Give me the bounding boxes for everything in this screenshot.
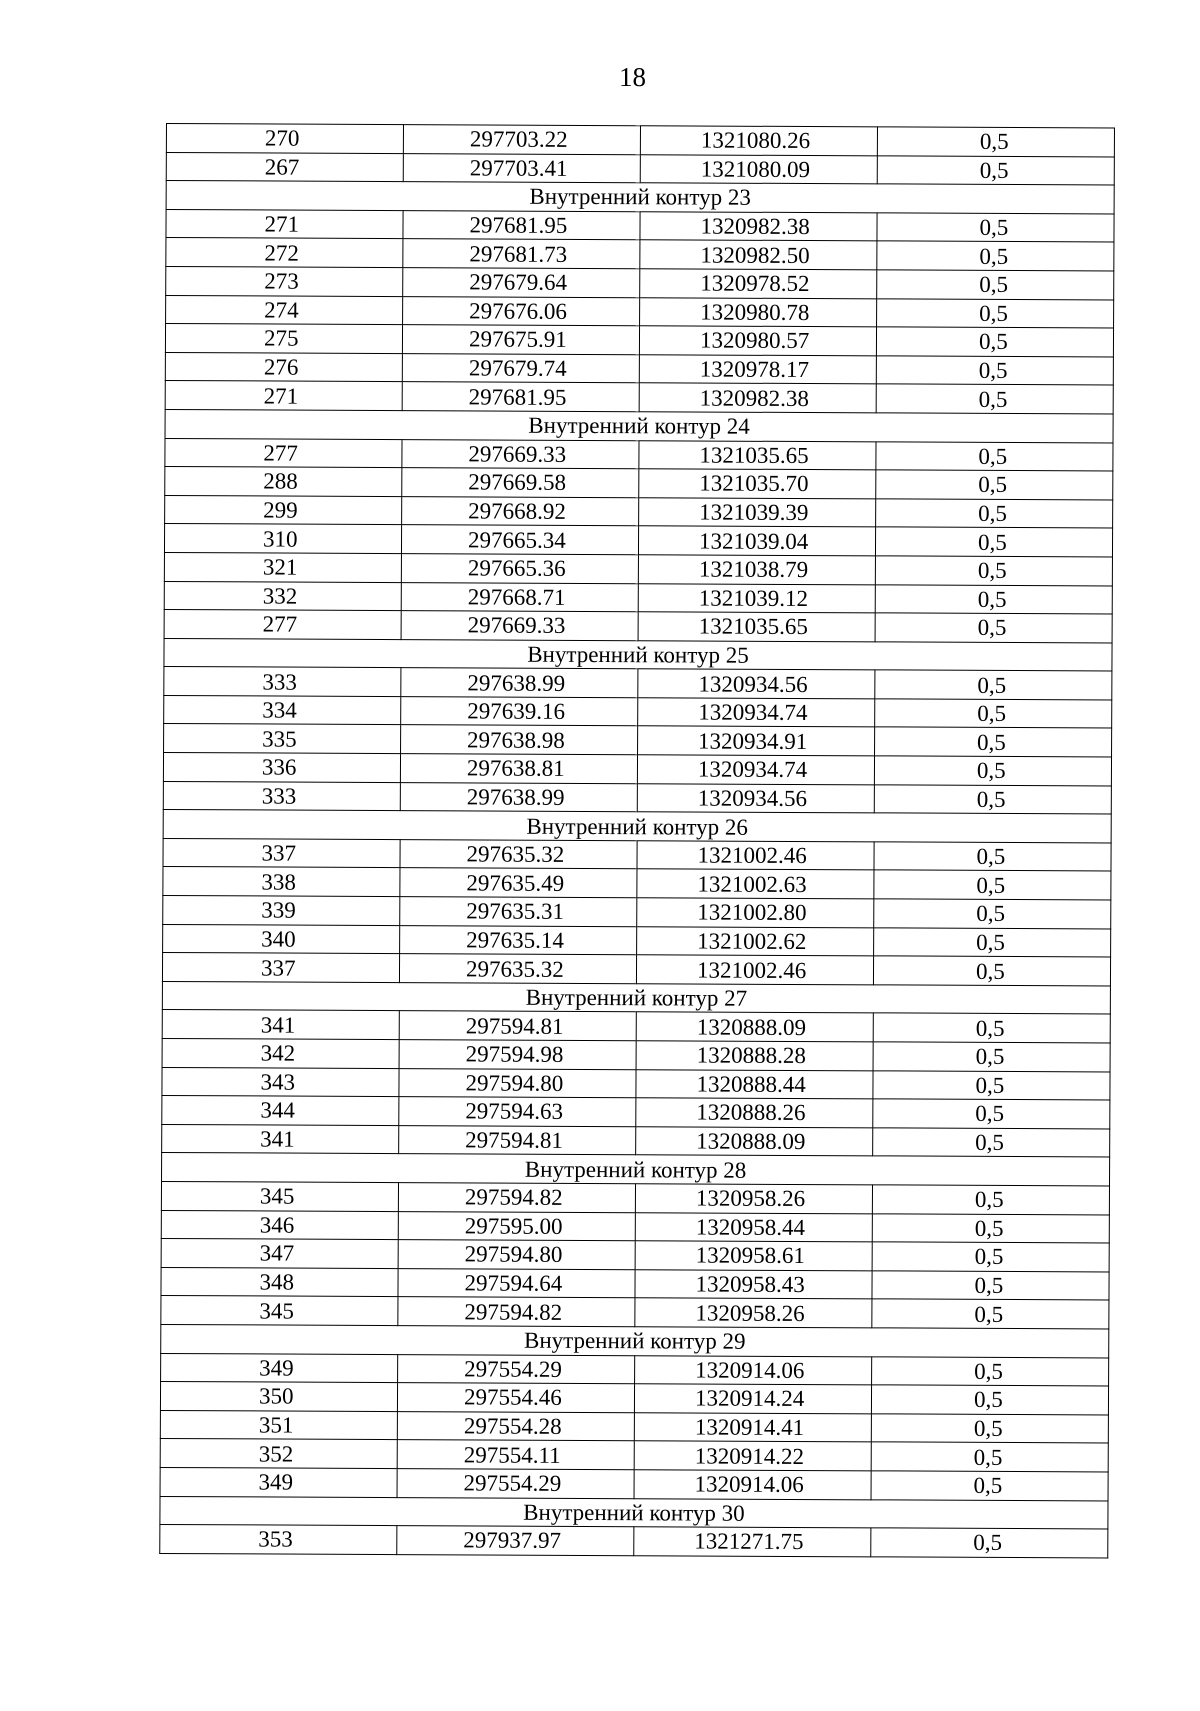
accuracy-cell: 0,5 [876, 327, 1113, 357]
table-row [162, 1067, 1110, 1100]
x-coordinate-cell: 297681.73 [403, 239, 640, 269]
x-coordinate-cell: 297635.49 [400, 868, 637, 898]
accuracy-cell: 0,5 [876, 499, 1113, 529]
table-row [161, 1296, 1109, 1329]
x-coordinate-cell: 297594.98 [399, 1040, 636, 1070]
point-number-cell: 271 [165, 381, 402, 411]
accuracy-cell: 0,5 [876, 356, 1113, 386]
point-number-cell: 288 [165, 467, 402, 497]
y-coordinate-cell: 1321039.12 [638, 583, 875, 613]
point-number-cell: 275 [165, 324, 402, 354]
accuracy-cell: 0,5 [873, 1070, 1110, 1100]
section-header-row [160, 1496, 1108, 1529]
y-coordinate-cell: 1321002.62 [637, 926, 874, 956]
accuracy-cell: 0,5 [871, 1528, 1108, 1558]
accuracy-cell: 0,5 [874, 899, 1111, 929]
accuracy-cell: 0,5 [877, 298, 1114, 328]
y-coordinate-cell: 1321035.65 [639, 440, 876, 470]
y-coordinate-cell: 1320914.24 [634, 1384, 871, 1414]
table-row [164, 695, 1112, 728]
coordinates-table-wrapper [159, 123, 1114, 1558]
table-row [161, 1267, 1109, 1300]
accuracy-cell: 0,5 [874, 756, 1111, 786]
y-coordinate-cell: 1321002.63 [637, 869, 874, 899]
accuracy-cell: 0,5 [873, 1099, 1110, 1129]
x-coordinate-cell: 297595.00 [398, 1211, 635, 1241]
point-number-cell: 267 [166, 152, 403, 182]
point-number-cell: 271 [166, 209, 403, 239]
x-coordinate-cell: 297594.63 [399, 1097, 636, 1127]
table-row [165, 495, 1113, 528]
y-coordinate-cell: 1321080.09 [640, 154, 877, 184]
accuracy-cell: 0,5 [874, 927, 1111, 957]
accuracy-cell: 0,5 [873, 1013, 1110, 1043]
point-number-cell: 310 [164, 524, 401, 554]
x-coordinate-cell: 297681.95 [402, 382, 639, 412]
y-coordinate-cell: 1320958.61 [635, 1241, 872, 1271]
y-coordinate-cell: 1320914.41 [634, 1412, 871, 1442]
point-number-cell: 276 [165, 352, 402, 382]
y-coordinate-cell: 1320914.22 [634, 1441, 871, 1471]
y-coordinate-cell: 1321038.79 [638, 555, 875, 585]
accuracy-cell: 0,5 [872, 1356, 1109, 1386]
x-coordinate-cell: 297668.71 [401, 582, 638, 612]
point-number-cell: 299 [165, 495, 402, 525]
table-row [162, 953, 1110, 986]
table-row [164, 667, 1112, 700]
x-coordinate-cell: 297665.34 [401, 525, 638, 555]
table-row [163, 753, 1111, 786]
x-coordinate-cell: 297679.64 [403, 268, 640, 298]
y-coordinate-cell: 1320978.17 [639, 354, 876, 384]
y-coordinate-cell: 1320982.50 [640, 240, 877, 270]
table-row [162, 1124, 1110, 1157]
point-number-cell: 339 [163, 896, 400, 926]
accuracy-cell: 0,5 [877, 241, 1114, 271]
y-coordinate-cell: 1321080.26 [640, 126, 877, 156]
y-coordinate-cell: 1320888.09 [636, 1127, 873, 1157]
point-number-cell: 337 [163, 838, 400, 868]
table-row [163, 924, 1111, 957]
y-coordinate-cell: 1320888.26 [636, 1098, 873, 1128]
x-coordinate-cell: 297594.64 [398, 1268, 635, 1298]
point-number-cell: 270 [166, 124, 403, 154]
y-coordinate-cell: 1320958.26 [635, 1184, 872, 1214]
table-row [162, 1096, 1110, 1129]
point-number-cell: 336 [163, 753, 400, 783]
table-row [160, 1410, 1108, 1443]
point-number-cell: 334 [164, 695, 401, 725]
accuracy-cell: 0,5 [874, 785, 1111, 815]
table-row [164, 581, 1112, 614]
x-coordinate-cell: 297554.28 [397, 1411, 634, 1441]
section-header-row [164, 638, 1112, 671]
y-coordinate-cell: 1320980.78 [640, 297, 877, 327]
table-row [166, 209, 1114, 242]
y-coordinate-cell: 1320982.38 [639, 383, 876, 413]
accuracy-cell: 0,5 [873, 1042, 1110, 1072]
y-coordinate-cell: 1321035.65 [638, 612, 875, 642]
x-coordinate-cell: 297594.81 [399, 1011, 636, 1041]
table-row [163, 896, 1111, 929]
x-coordinate-cell: 297703.41 [403, 153, 640, 183]
point-number-cell: 348 [161, 1267, 398, 1297]
x-coordinate-cell: 297635.31 [400, 897, 637, 927]
point-number-cell: 338 [163, 867, 400, 897]
table-row [161, 1239, 1109, 1272]
table-row [165, 381, 1113, 414]
x-coordinate-cell: 297635.14 [400, 925, 637, 955]
accuracy-cell: 0,5 [874, 870, 1111, 900]
x-coordinate-cell: 297639.16 [401, 696, 638, 726]
accuracy-cell: 0,5 [871, 1414, 1108, 1444]
accuracy-cell: 0,5 [877, 127, 1114, 157]
accuracy-cell: 0,5 [876, 470, 1113, 500]
accuracy-cell: 0,5 [876, 441, 1113, 471]
x-coordinate-cell: 297554.46 [397, 1383, 634, 1413]
table-row [165, 467, 1113, 500]
point-number-cell: 340 [163, 924, 400, 954]
table-row [164, 724, 1112, 757]
table-row [161, 1210, 1109, 1243]
point-number-cell: 345 [161, 1296, 398, 1326]
table-row [166, 266, 1114, 299]
accuracy-cell: 0,5 [875, 613, 1112, 643]
table-row [166, 152, 1114, 185]
table-row [160, 1525, 1108, 1558]
x-coordinate-cell: 297937.97 [397, 1526, 634, 1556]
section-header-cell: Внутренний контур 27 [162, 981, 1110, 1014]
section-header-cell: Внутренний контур 28 [162, 1153, 1110, 1186]
accuracy-cell: 0,5 [873, 956, 1110, 986]
table-row [166, 124, 1114, 157]
table-row [165, 352, 1113, 385]
section-header-row [165, 409, 1113, 442]
y-coordinate-cell: 1320888.28 [636, 1041, 873, 1071]
table-row [164, 552, 1112, 585]
point-number-cell: 277 [164, 610, 401, 640]
x-coordinate-cell: 297594.80 [398, 1240, 635, 1270]
x-coordinate-cell: 297554.29 [397, 1469, 634, 1499]
table-row [160, 1382, 1108, 1415]
point-number-cell: 351 [160, 1410, 397, 1440]
accuracy-cell: 0,5 [875, 727, 1112, 757]
section-header-row [163, 810, 1111, 843]
accuracy-cell: 0,5 [871, 1442, 1108, 1472]
x-coordinate-cell: 297675.91 [402, 325, 639, 355]
x-coordinate-cell: 297554.11 [397, 1440, 634, 1470]
point-number-cell: 346 [161, 1210, 398, 1240]
point-number-cell: 341 [162, 1124, 399, 1154]
x-coordinate-cell: 297669.33 [402, 439, 639, 469]
point-number-cell: 353 [160, 1525, 397, 1555]
point-number-cell: 332 [164, 581, 401, 611]
coordinates-table-body [160, 124, 1115, 1558]
table-row [163, 838, 1111, 871]
x-coordinate-cell: 297679.74 [402, 353, 639, 383]
point-number-cell: 335 [164, 724, 401, 754]
section-header-cell: Внутренний контур 30 [160, 1496, 1108, 1529]
accuracy-cell: 0,5 [871, 1471, 1108, 1501]
accuracy-cell: 0,5 [871, 1385, 1108, 1415]
y-coordinate-cell: 1321039.04 [638, 526, 875, 556]
x-coordinate-cell: 297665.36 [401, 554, 638, 584]
page-number: 18 [619, 62, 646, 92]
y-coordinate-cell: 1320914.06 [635, 1355, 872, 1385]
y-coordinate-cell: 1320958.44 [635, 1212, 872, 1242]
point-number-cell: 341 [162, 1010, 399, 1040]
x-coordinate-cell: 297668.92 [402, 496, 639, 526]
x-coordinate-cell: 297594.81 [399, 1125, 636, 1155]
accuracy-cell: 0,5 [872, 1242, 1109, 1272]
table-row [163, 867, 1111, 900]
accuracy-cell: 0,5 [872, 1299, 1109, 1329]
x-coordinate-cell: 297635.32 [399, 954, 636, 984]
accuracy-cell: 0,5 [872, 1185, 1109, 1215]
point-number-cell: 344 [162, 1096, 399, 1126]
x-coordinate-cell: 297554.29 [398, 1354, 635, 1384]
table-row [160, 1439, 1108, 1472]
point-number-cell: 342 [162, 1038, 399, 1068]
accuracy-cell: 0,5 [877, 155, 1114, 185]
accuracy-cell: 0,5 [872, 1213, 1109, 1243]
accuracy-cell: 0,5 [873, 1128, 1110, 1158]
accuracy-cell: 0,5 [875, 556, 1112, 586]
section-header-cell: Внутренний контур 26 [163, 810, 1111, 843]
x-coordinate-cell: 297638.99 [400, 782, 637, 812]
table-row [166, 295, 1114, 328]
table-row [161, 1181, 1109, 1214]
point-number-cell: 277 [165, 438, 402, 468]
x-coordinate-cell: 297635.32 [400, 839, 637, 869]
y-coordinate-cell: 1320888.44 [636, 1069, 873, 1099]
x-coordinate-cell: 297669.33 [401, 611, 638, 641]
y-coordinate-cell: 1320934.74 [637, 755, 874, 785]
accuracy-cell: 0,5 [877, 213, 1114, 243]
y-coordinate-cell: 1320958.43 [635, 1269, 872, 1299]
y-coordinate-cell: 1320934.56 [637, 783, 874, 813]
y-coordinate-cell: 1320934.56 [638, 669, 875, 699]
point-number-cell: 337 [162, 953, 399, 983]
accuracy-cell: 0,5 [876, 384, 1113, 414]
x-coordinate-cell: 297594.82 [398, 1183, 635, 1213]
x-coordinate-cell: 297638.81 [400, 754, 637, 784]
table-row [166, 238, 1114, 271]
y-coordinate-cell: 1321271.75 [634, 1527, 871, 1557]
point-number-cell: 273 [166, 266, 403, 296]
y-coordinate-cell: 1320934.74 [638, 698, 875, 728]
section-header-row [166, 181, 1114, 214]
x-coordinate-cell: 297638.98 [401, 725, 638, 755]
y-coordinate-cell: 1320982.38 [640, 212, 877, 242]
accuracy-cell: 0,5 [875, 527, 1112, 557]
section-header-cell: Внутренний контур 25 [164, 638, 1112, 671]
y-coordinate-cell: 1320980.57 [639, 326, 876, 356]
section-header-row [162, 1153, 1110, 1186]
section-header-row [161, 1324, 1109, 1357]
y-coordinate-cell: 1320934.91 [638, 726, 875, 756]
point-number-cell: 350 [160, 1382, 397, 1412]
accuracy-cell: 0,5 [877, 270, 1114, 300]
x-coordinate-cell: 297676.06 [403, 296, 640, 326]
y-coordinate-cell: 1320888.09 [636, 1012, 873, 1042]
point-number-cell: 345 [161, 1181, 398, 1211]
y-coordinate-cell: 1320978.52 [640, 269, 877, 299]
x-coordinate-cell: 297594.82 [398, 1297, 635, 1327]
section-header-cell: Внутренний контур 23 [166, 181, 1114, 214]
y-coordinate-cell: 1321035.70 [639, 469, 876, 499]
coordinates-table [159, 123, 1115, 1558]
table-row [162, 1010, 1110, 1043]
point-number-cell: 349 [160, 1467, 397, 1497]
accuracy-cell: 0,5 [875, 670, 1112, 700]
accuracy-cell: 0,5 [875, 699, 1112, 729]
point-number-cell: 272 [166, 238, 403, 268]
section-header-cell: Внутренний контур 24 [165, 409, 1113, 442]
y-coordinate-cell: 1321002.46 [637, 841, 874, 871]
accuracy-cell: 0,5 [875, 584, 1112, 614]
point-number-cell: 333 [164, 667, 401, 697]
accuracy-cell: 0,5 [872, 1271, 1109, 1301]
section-header-cell: Внутренний контур 29 [161, 1324, 1109, 1357]
y-coordinate-cell: 1321002.46 [636, 955, 873, 985]
y-coordinate-cell: 1320958.26 [635, 1298, 872, 1328]
point-number-cell: 333 [163, 781, 400, 811]
point-number-cell: 347 [161, 1239, 398, 1269]
y-coordinate-cell: 1321039.39 [639, 497, 876, 527]
point-number-cell: 352 [160, 1439, 397, 1469]
point-number-cell: 349 [161, 1353, 398, 1383]
section-header-row [162, 981, 1110, 1014]
x-coordinate-cell: 297669.58 [402, 468, 639, 498]
table-row [162, 1038, 1110, 1071]
y-coordinate-cell: 1321002.80 [637, 898, 874, 928]
table-row [165, 324, 1113, 357]
accuracy-cell: 0,5 [874, 842, 1111, 872]
x-coordinate-cell: 297594.80 [399, 1068, 636, 1098]
x-coordinate-cell: 297638.99 [401, 668, 638, 698]
point-number-cell: 274 [166, 295, 403, 325]
table-row [161, 1353, 1109, 1386]
table-row [160, 1467, 1108, 1500]
table-row [164, 524, 1112, 557]
x-coordinate-cell: 297681.95 [403, 210, 640, 240]
point-number-cell: 343 [162, 1067, 399, 1097]
table-row [164, 610, 1112, 643]
x-coordinate-cell: 297703.22 [403, 125, 640, 155]
table-row [163, 781, 1111, 814]
y-coordinate-cell: 1320914.06 [634, 1470, 871, 1500]
table-row [165, 438, 1113, 471]
point-number-cell: 321 [164, 552, 401, 582]
